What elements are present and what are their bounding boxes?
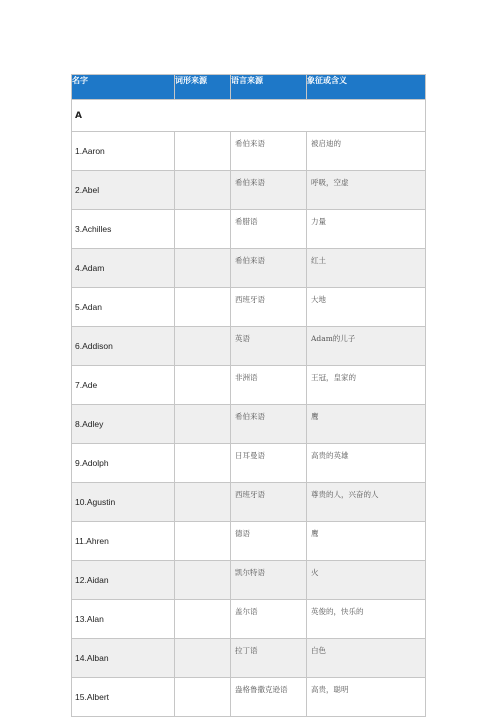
table-row [72,561,426,600]
meaning-cell: 被启迪的 [307,132,426,171]
table-row [72,483,426,522]
language-origin-cell: 希腊语 [231,210,307,249]
word-origin-cell [175,366,231,405]
word-origin-cell [175,600,231,639]
name-cell: 1.Aaron [72,132,175,171]
language-origin-cell: 希伯来语 [231,132,307,171]
table-row [72,405,426,444]
language-origin-cell: 希伯来语 [231,249,307,288]
header-word-origin: 词形来源 [175,75,231,100]
word-origin-cell [175,522,231,561]
table-row [72,678,426,717]
word-origin-cell [175,171,231,210]
language-origin-cell: 盎格鲁撒克逊语 [231,678,307,717]
language-origin-cell: 日耳曼语 [231,444,307,483]
header-meaning: 象征或含义 [307,75,426,100]
meaning-cell: 鹰 [307,522,426,561]
name-cell: 6.Addison [72,327,175,366]
meaning-cell: 尊贵的人，兴奋的人 [307,483,426,522]
header-name: 名字 [72,75,175,100]
language-origin-cell: 盖尔语 [231,600,307,639]
table-row [72,210,426,249]
word-origin-cell [175,678,231,717]
table-row [72,366,426,405]
table-row [72,132,426,171]
word-origin-cell [175,210,231,249]
meaning-cell: 红土 [307,249,426,288]
language-origin-cell: 希伯来语 [231,405,307,444]
table-row [72,522,426,561]
meaning-cell: 鹰 [307,405,426,444]
meaning-cell: 大地 [307,288,426,327]
table-row [72,600,426,639]
word-origin-cell [175,483,231,522]
word-origin-cell [175,249,231,288]
word-origin-cell [175,444,231,483]
name-cell: 14.Alban [72,639,175,678]
language-origin-cell: 拉丁语 [231,639,307,678]
word-origin-cell [175,288,231,327]
header-row [72,75,426,100]
meaning-cell: 火 [307,561,426,600]
name-cell: 13.Alan [72,600,175,639]
word-origin-cell [175,132,231,171]
letter-heading: A [72,100,426,132]
table-row [72,171,426,210]
language-origin-cell: 西班牙语 [231,288,307,327]
language-origin-cell: 凯尔特语 [231,561,307,600]
language-origin-cell: 英语 [231,327,307,366]
meaning-cell: 呼吸，空虚 [307,171,426,210]
table-body [72,100,426,717]
word-origin-cell [175,405,231,444]
name-cell: 2.Abel [72,171,175,210]
meaning-cell: 高贵的英雄 [307,444,426,483]
table-row [72,639,426,678]
letter-section-row [72,100,426,132]
name-cell: 8.Adley [72,405,175,444]
table-row [72,444,426,483]
table-row [72,249,426,288]
language-origin-cell: 非洲语 [231,366,307,405]
language-origin-cell: 西班牙语 [231,483,307,522]
meaning-cell: Adam的儿子 [307,327,426,366]
name-cell: 11.Ahren [72,522,175,561]
name-cell: 5.Adan [72,288,175,327]
name-cell: 4.Adam [72,249,175,288]
name-cell: 7.Ade [72,366,175,405]
meaning-cell: 高贵，聪明 [307,678,426,717]
name-cell: 12.Aidan [72,561,175,600]
name-cell: 10.Agustin [72,483,175,522]
meaning-cell: 白色 [307,639,426,678]
word-origin-cell [175,639,231,678]
name-cell: 3.Achilles [72,210,175,249]
meaning-cell: 力量 [307,210,426,249]
name-cell: 15.Albert [72,678,175,717]
word-origin-cell [175,327,231,366]
header-language-origin: 语言来源 [231,75,307,100]
table-header [72,75,426,100]
table-row [72,288,426,327]
word-origin-cell [175,561,231,600]
meaning-cell: 王冠，皇家的 [307,366,426,405]
name-cell: 9.Adolph [72,444,175,483]
meaning-cell: 英俊的，快乐的 [307,600,426,639]
language-origin-cell: 希伯来语 [231,171,307,210]
language-origin-cell: 德语 [231,522,307,561]
table-row [72,327,426,366]
names-table [71,74,426,717]
